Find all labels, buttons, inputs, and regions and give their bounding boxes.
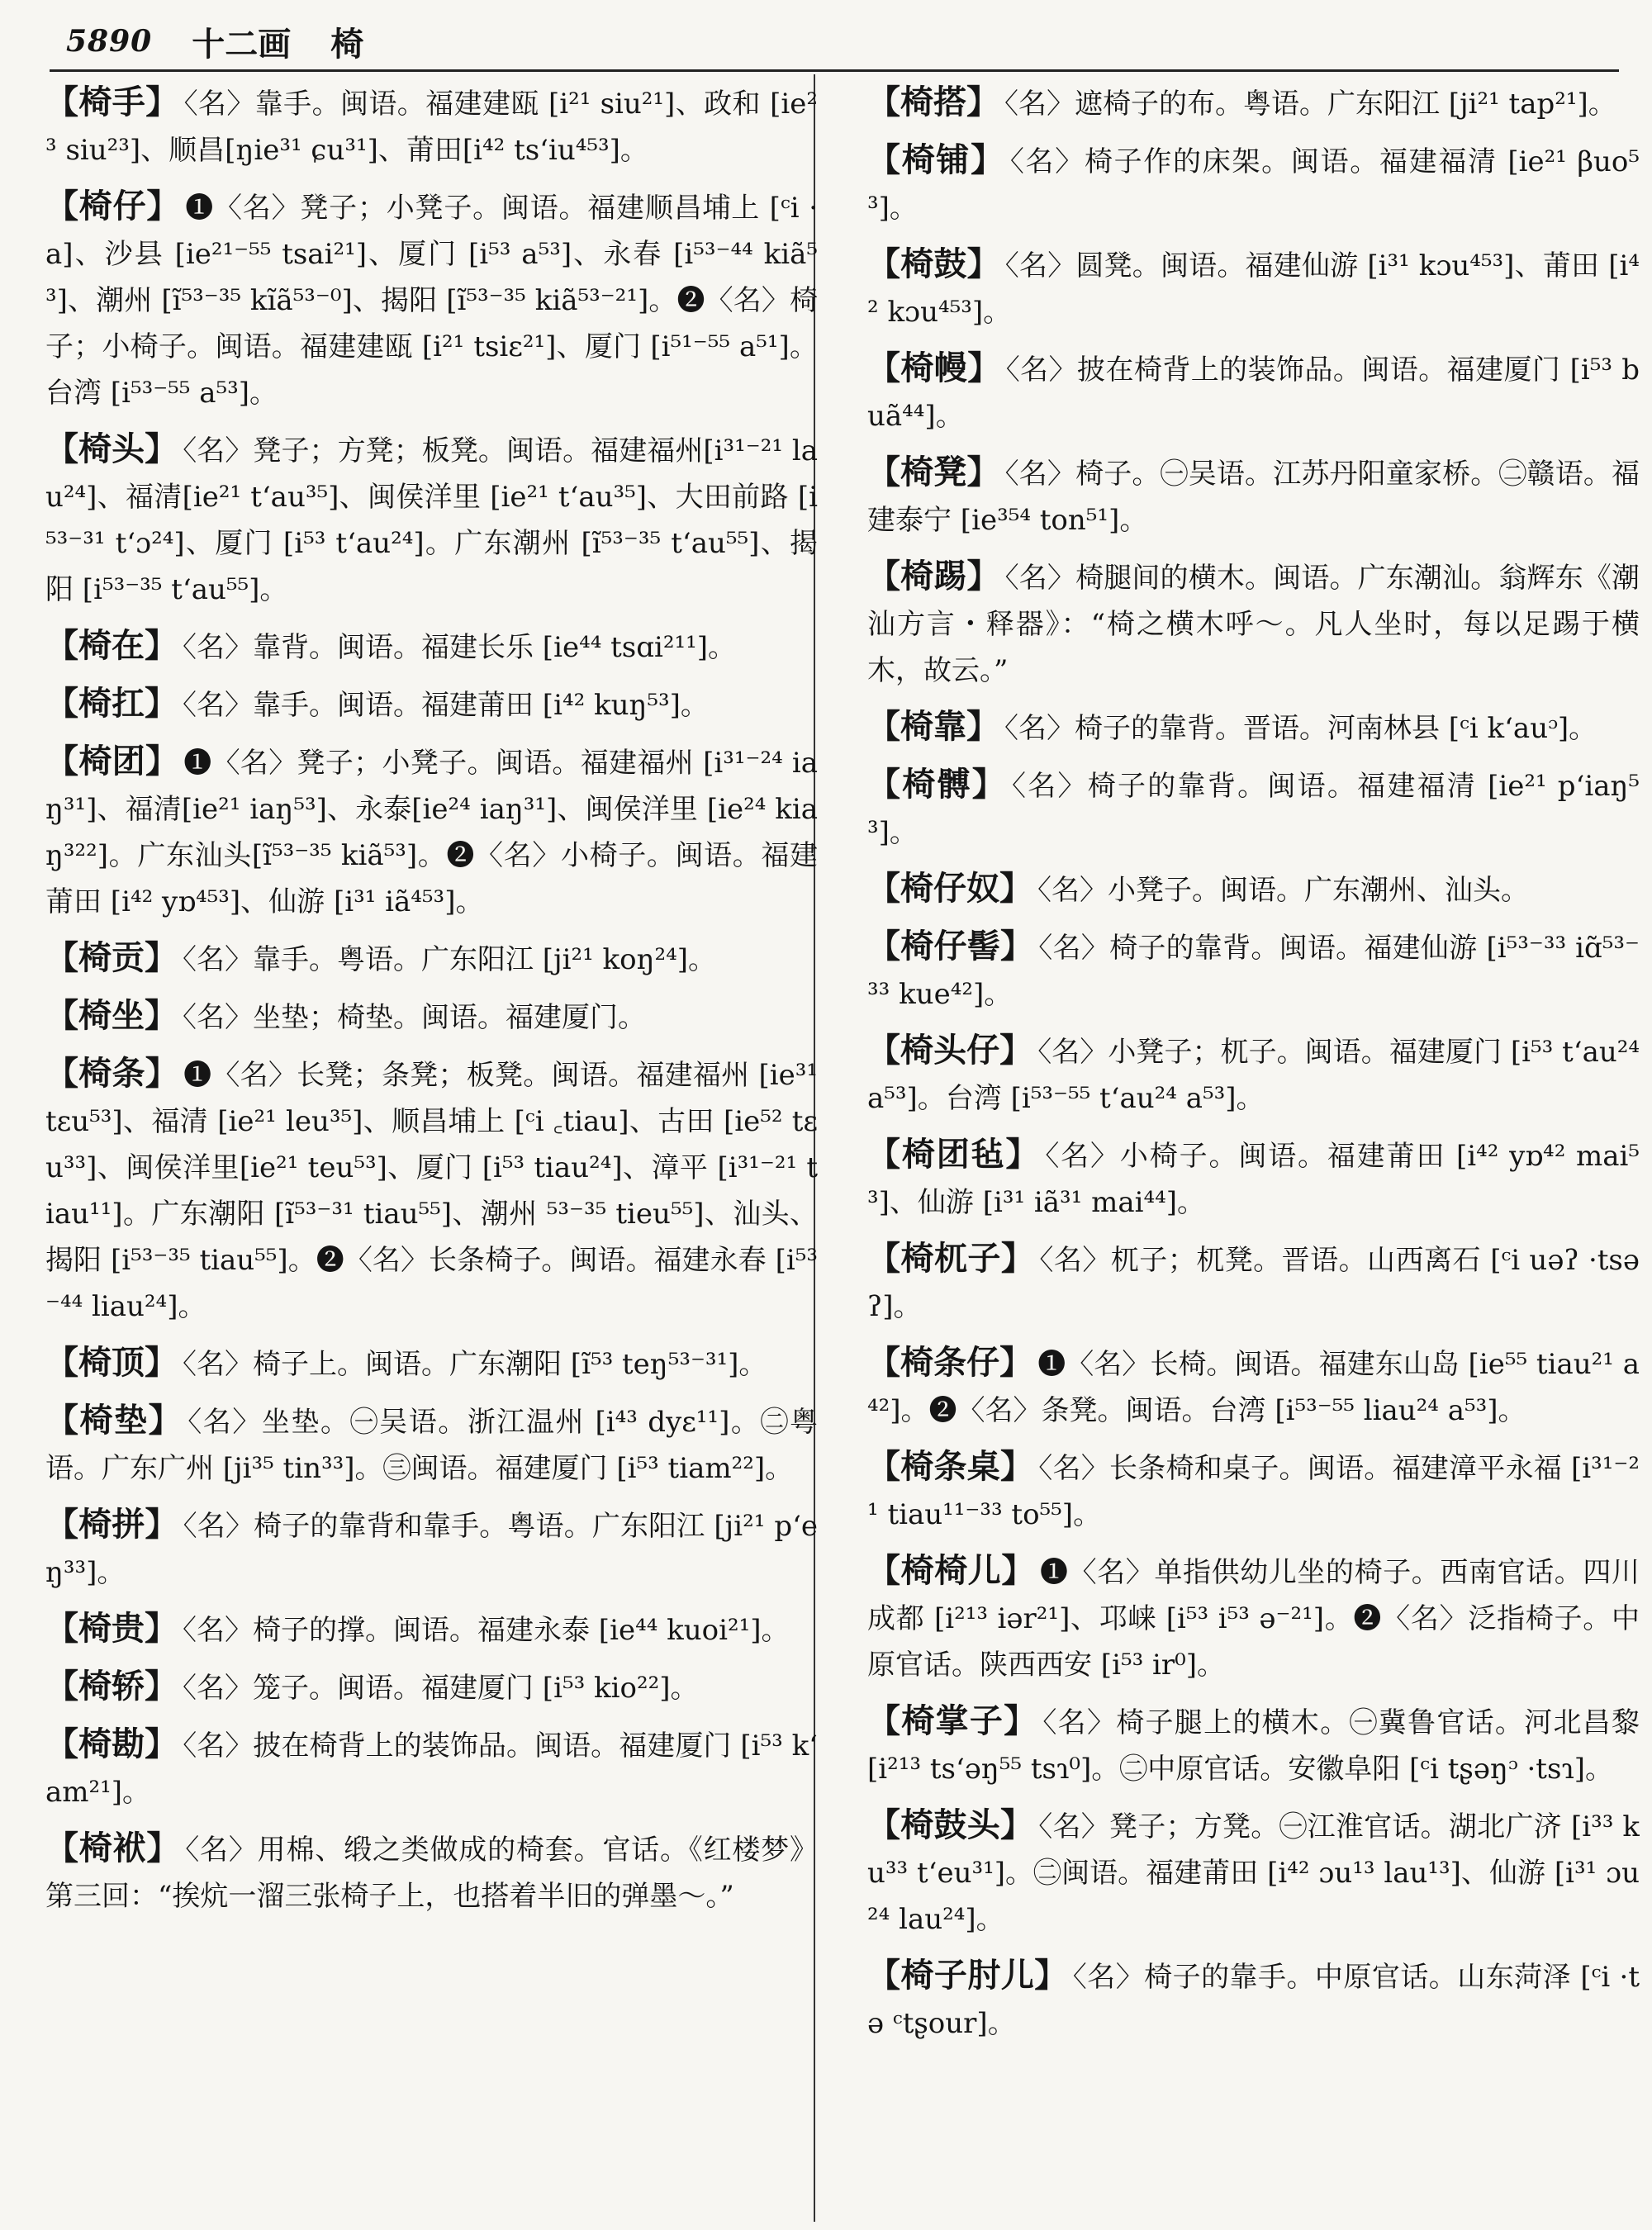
entry: [45, 993, 818, 1041]
definition: 〈名〉长条椅和桌子。闽语。福建漳平永福 [i³¹⁻²¹ tiau¹¹⁻³³ to⁵⁵]。: [867, 1452, 1640, 1531]
right-column: [867, 79, 1640, 2218]
headword: 【椅头仔】: [867, 1031, 1033, 1070]
headword: 【椅贡】: [45, 938, 178, 977]
entry: [867, 1027, 1640, 1122]
headword: 【椅条桌】: [867, 1447, 1034, 1486]
entry: [867, 866, 1640, 913]
entry: [867, 1698, 1640, 1792]
headword: 【椅鼓】: [867, 244, 1000, 283]
definition: 〈名〉椅子上。闽语。广东潮阳 [ĩ⁵³ teŋ⁵³⁻³¹]。: [183, 1348, 767, 1381]
entry: [867, 1802, 1640, 1943]
headword: 【椅杌子】: [867, 1239, 1035, 1278]
definition: 〈名〉椅子的靠背和靠手。粤语。广东阳江 [ji²¹ pʻeŋ³³]。: [45, 1510, 818, 1589]
definition: 〈名〉遮椅子的布。粤语。广东阳江 [ji²¹ tap²¹]。: [1004, 88, 1616, 121]
headword: 【椅铺】: [867, 140, 1005, 179]
entry: [867, 137, 1640, 231]
entry: [45, 681, 818, 728]
entry: [45, 738, 818, 925]
entry: [867, 79, 1640, 127]
definition: ❶〈名〉凳子；小凳子。闽语。福建顺昌埔上 [ᶜi ·a]、沙县 [ie²¹⁻⁵⁵ tsai²¹]、厦门 [i⁵³ a⁵³]、永春 [i⁵³⁻⁴⁴ kiã⁵³]、潮州 [ĩ⁵³⁻³⁵ kĩã⁵³⁻⁰]、揭阳 [ĩ⁵³⁻³⁵ kiã⁵³⁻²¹]。❷〈名〉椅子；小椅子。闽语。福建建瓯 [i²¹ tsiɛ²¹]、厦门 [i⁵¹⁻⁵⁵ a⁵¹]。台湾 [i⁵³⁻⁵⁵ a⁵³]。: [45, 192, 818, 410]
page-header: [66, 18, 1586, 64]
section-label: 十二画: [192, 24, 292, 64]
entry: [867, 1548, 1640, 1688]
headword: 【椅手】: [45, 83, 179, 121]
definition: 〈名〉椅子的撑。闽语。福建永泰 [ie⁴⁴ kuoi²¹]。: [183, 1614, 790, 1647]
entry: [45, 1721, 818, 1815]
entry: [45, 79, 818, 173]
headword: 【椅仔】: [45, 187, 181, 225]
page-number: 5890: [66, 24, 153, 59]
entry: [45, 1340, 818, 1388]
headword: 【椅条仔】: [867, 1343, 1033, 1382]
entry: [867, 1132, 1640, 1226]
entry: [867, 1340, 1640, 1434]
headword: 【椅鼓头】: [867, 1805, 1034, 1844]
headword: 【椅团毡】: [867, 1135, 1041, 1174]
entry: [45, 426, 818, 613]
entry: [867, 241, 1640, 335]
entry: [867, 1952, 1640, 2047]
headword: 【椅椅儿】: [867, 1551, 1035, 1590]
headword: 【椅靠】: [867, 707, 999, 746]
entry: [867, 449, 1640, 543]
headword: 【椅仔髻】: [867, 927, 1034, 966]
definition: 〈名〉靠手。闽语。福建建瓯 [i²¹ siu²¹]、政和 [ie²³ siu²³]、顺昌[ŋie³¹ ɕu³¹]、莆田[i⁴² tsʻiu⁴⁵³]。: [45, 88, 818, 167]
entry: [45, 935, 818, 983]
head-character: 椅: [330, 24, 364, 64]
header-rule: [50, 69, 1619, 72]
entry: [867, 345, 1640, 439]
definition: 〈名〉用棉、缎之类做成的椅套。官话。《红楼梦》第三回：“挨炕一溜三张椅子上，也搭着半旧的弹墨～。”: [45, 1834, 818, 1913]
headword: 【椅踢】: [867, 557, 1000, 595]
headword: 【椅扛】: [45, 684, 178, 723]
definition: 〈名〉椅子的靠背。闽语。福建福清 [ie²¹ pʻiaŋ⁵³]。: [867, 770, 1640, 849]
entry: [45, 1397, 818, 1492]
headword: 【椅袱】: [45, 1829, 181, 1867]
headword: 【椅凳】: [867, 453, 1000, 491]
headword: 【椅子肘儿】: [867, 1956, 1068, 1995]
definition: 〈名〉圆凳。闽语。福建仙游 [i³¹ kɔu⁴⁵³]、莆田 [i⁴² kɔu⁴⁵³]。: [867, 249, 1640, 329]
headword: 【椅垫】: [45, 1401, 183, 1440]
definition: 〈名〉笼子。闽语。福建厦门 [i⁵³ kio²²]。: [183, 1672, 699, 1705]
entry: [867, 553, 1640, 694]
definition: 〈名〉小椅子。闽语。福建莆田 [i⁴² yɒ⁴² mai⁵³]、仙游 [i³¹ iã³¹ mai⁴⁴]。: [867, 1140, 1640, 1219]
entry: [45, 1663, 818, 1711]
entry: [867, 1236, 1640, 1330]
entry: [45, 183, 818, 416]
definition: 〈名〉椅子腿上的横木。㊀冀鲁官话。河北昌黎 [i²¹³ tsʻəŋ⁵⁵ tsɿ⁰]。㊁中原官话。安徽阜阳 [ᶜi tʂəŋᵓ ·tsɿ]。: [867, 1706, 1640, 1786]
definition: 〈名〉杌子；杌凳。晋语。山西离石 [ᶜi uəʔ ·tsəʔ]。: [867, 1244, 1640, 1323]
definition: 〈名〉靠背。闽语。福建长乐 [ie⁴⁴ tsɑi²¹¹]。: [183, 631, 737, 664]
headword: 【椅幔】: [867, 349, 1001, 387]
definition: 〈名〉椅子的靠背。闽语。福建仙游 [i⁵³⁻³³ iɑ̃⁵³⁻³³ kue⁴²]。: [867, 932, 1640, 1011]
definition: ❶〈名〉长椅。闽语。福建东山岛 [ie⁵⁵ tiau²¹ a⁴²]。❷〈名〉条凳。闽语。台湾 [i⁵³⁻⁵⁵ liau²⁴ a⁵³]。: [867, 1348, 1640, 1427]
definition: 〈名〉椅腿间的横木。闽语。广东潮汕。翁辉东《潮汕方言・释器》：“椅之横木呼～。凡人坐时，每以足踢于横木，故云。”: [867, 562, 1640, 687]
definition: 〈名〉坐垫。㊀吴语。浙江温州 [i⁴³ dyɛ¹¹]。㊁粤语。广东广州 [ji³⁵ tin³³]。㊂闽语。福建厦门 [i⁵³ tiam²²]。: [45, 1406, 818, 1485]
definition: 〈名〉凳子；方凳。㊀江淮官话。湖北广济 [i³³ ku³³ tʻeu³¹]。㊁闽语。福建莆田 [i⁴² ɔu¹³ lau¹³]、仙游 [i³¹ ɔu²⁴ lau²⁴]。: [867, 1810, 1640, 1936]
entry: [45, 623, 818, 671]
definition: 〈名〉椅子。㊀吴语。江苏丹阳童家桥。㊁赣语。福建泰宁 [ie³⁵⁴ ton⁵¹]。: [867, 458, 1640, 537]
entry: [45, 1825, 818, 1919]
headword: 【椅搭】: [867, 83, 999, 121]
headword: 【椅掌子】: [867, 1701, 1038, 1740]
headword: 【椅在】: [45, 626, 178, 665]
headword: 【椅坐】: [45, 996, 178, 1035]
headword: 【椅顶】: [45, 1343, 178, 1382]
entry: [867, 762, 1640, 856]
definition: 〈名〉椅子的靠背。晋语。河南林县 [ᶜi kʻauᵓ]。: [1004, 712, 1597, 745]
definition: ❶〈名〉凳子；小凳子。闽语。福建福州 [i³¹⁻²⁴ iaŋ³¹]、福清[ie²¹ iaŋ⁵³]、永泰[ie²⁴ iaŋ³¹]、闽侯洋里 [ie²⁴ kiaŋ³²²]。广东汕头[ĩ⁵³⁻³⁵ kiã⁵³]。❷〈名〉小椅子。闽语。福建莆田 [i⁴² yɒ⁴⁵³]、仙游 [i³¹ iã⁴⁵³]。: [45, 747, 818, 918]
headword: 【椅条】: [45, 1054, 179, 1093]
definition: 〈名〉披在椅背上的装饰品。闽语。福建厦门 [i⁵³ buã⁴⁴]。: [867, 353, 1640, 433]
entry: [867, 1444, 1640, 1538]
entry: [45, 1502, 818, 1596]
entry: [45, 1051, 818, 1330]
headword: 【椅头】: [45, 429, 178, 468]
definition: 〈名〉披在椅背上的装饰品。闽语。福建厦门 [i⁵³ kʻam²¹]。: [45, 1729, 818, 1809]
left-column: [45, 79, 818, 2218]
definition: 〈名〉靠手。闽语。福建莆田 [i⁴² kuŋ⁵³]。: [183, 689, 709, 722]
headword: 【椅仔奴】: [867, 869, 1032, 908]
entry: [867, 923, 1640, 1018]
headword: 【椅勘】: [45, 1725, 178, 1763]
definition: 〈名〉小凳子；杌子。闽语。福建厦门 [i⁵³ tʻau²⁴ a⁵³]。台湾 [i⁵³⁻⁵⁵ tʻau²⁴ a⁵³]。: [867, 1036, 1640, 1115]
headword: 【椅贵】: [45, 1609, 178, 1648]
headword: 【椅拼】: [45, 1505, 178, 1544]
entry: [867, 704, 1640, 752]
definition: ❶〈名〉长凳；条凳；板凳。闽语。福建福州 [ie³¹ tɛu⁵³]、福清 [ie²¹ leu³⁵]、顺昌埔上 [ᶜi ꜀tiau]、古田 [ie⁵² tɛu³³]、闽侯洋里[ie²¹ teu⁵³]、厦门 [i⁵³ tiau²⁴]、漳平 [i³¹⁻²¹ tiau¹¹]。广东潮阳 [ĩ⁵³⁻³¹ tiau⁵⁵]、潮州 ⁵³⁻³⁵ tieu⁵⁵]、汕头、揭阳 [i⁵³⁻³⁵ tiau⁵⁵]。❷〈名〉长条椅子。闽语。福建永春 [i⁵³⁻⁴⁴ liau²⁴]。: [45, 1059, 818, 1323]
definition: 〈名〉椅子的靠手。中原官话。山东菏泽 [ᶜi ·tə ᶜtʂour]。: [867, 1961, 1640, 2040]
headword: 【椅轿】: [45, 1667, 178, 1706]
entry: [45, 1606, 818, 1654]
definition: 〈名〉椅子作的床架。闽语。福建福清 [ie²¹ βuo⁵³]。: [867, 145, 1640, 225]
definition: 〈名〉小凳子。闽语。广东潮州、汕头。: [1037, 874, 1529, 907]
definition: 〈名〉靠手。粤语。广东阳江 [ji²¹ koŋ²⁴]。: [183, 943, 717, 976]
definition: 〈名〉凳子；方凳；板凳。闽语。福建福州[i³¹⁻²¹ lau²⁴]、福清[ie²¹ tʻau³⁵]、闽侯洋里 [ie²¹ tʻau³⁵]、大田前路 [i⁵³⁻³¹ tʻɔ²⁴]、厦门 [i⁵³ tʻau²⁴]。广东潮州 [ĩ⁵³⁻³⁵ tʻau⁵⁵]、揭阳 [i⁵³⁻³⁵ tʻau⁵⁵]。: [45, 434, 818, 606]
definition: 〈名〉坐垫；椅垫。闽语。福建厦门。: [183, 1001, 646, 1034]
definition: ❶〈名〉单指供幼儿坐的椅子。西南官话。四川成都 [i²¹³ iər²¹]、邛崃 [i⁵³ i⁵³ ə⁻²¹]。❷〈名〉泛指椅子。中原官话。陕西西安 [i⁵³ ir⁰]。: [867, 1556, 1640, 1682]
headword: 【椅髆】: [867, 765, 1008, 804]
headword: 【椅团】: [45, 742, 179, 780]
